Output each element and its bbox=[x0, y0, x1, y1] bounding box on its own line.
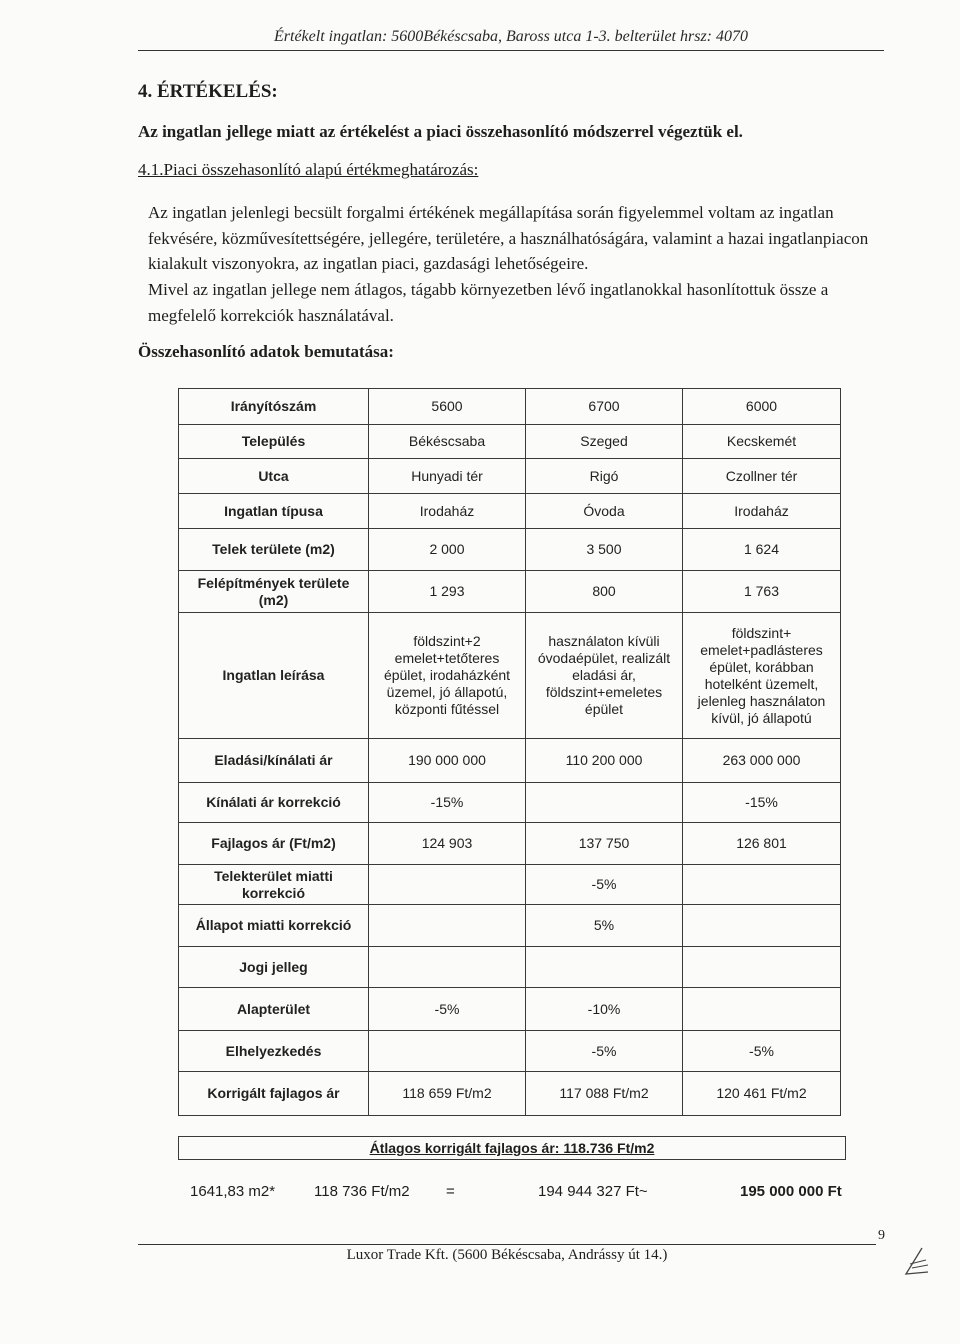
cell-property-3: -15% bbox=[683, 783, 841, 823]
paragraph-1: Az ingatlan jelenlegi becsült forgalmi értékének megállapítása során figyelemmel voltam az ingatlan fekvésére, közművesítettségére, jellegére, területére, a használhatóságára, valamint a hazai ingatlanpiacon kialakult viszonyokra, az ingatlan piaci, gazdasági lehetőségeire. bbox=[148, 203, 869, 273]
cell-property-1: 190 000 000 bbox=[369, 739, 526, 783]
cell-property-1 bbox=[369, 947, 526, 988]
cell-property-3: Kecskemét bbox=[683, 425, 841, 459]
initials-signature bbox=[898, 1246, 934, 1280]
cell-property-2: használaton kívüli óvodaépület, realizált eladási ár, földszint+emeletes épület bbox=[526, 613, 683, 739]
row-label: Telek területe (m2) bbox=[179, 529, 369, 571]
table-row bbox=[179, 783, 841, 823]
page-header: Értékelt ingatlan: 5600Békéscsaba, Baross utca 1-3. belterület hrsz: 4070 bbox=[274, 28, 748, 45]
subsection-title: 4.1.Piaci összehasonlító alapú értékmeghatározás: bbox=[138, 160, 479, 179]
table-row bbox=[179, 865, 841, 905]
cell-property-1: földszint+2 emelet+tetőteres épület, irodaházként üzemel, jó állapotú, központi fűtéssel bbox=[369, 613, 526, 739]
row-label: Jogi jelleg bbox=[179, 947, 369, 988]
row-label: Elhelyezkedés bbox=[179, 1031, 369, 1072]
table-row bbox=[179, 1072, 841, 1116]
cell-property-1: 5600 bbox=[369, 389, 526, 425]
row-label: Irányítószám bbox=[179, 389, 369, 425]
cell-property-3: 120 461 Ft/m2 bbox=[683, 1072, 841, 1116]
average-price-box bbox=[178, 1136, 846, 1160]
table-row bbox=[179, 613, 841, 739]
cell-property-3: 126 801 bbox=[683, 823, 841, 865]
cell-property-2: 117 088 Ft/m2 bbox=[526, 1072, 683, 1116]
cell-property-2: Szeged bbox=[526, 425, 683, 459]
table-row bbox=[179, 823, 841, 865]
cell-property-1: Irodaház bbox=[369, 494, 526, 529]
cell-property-2: 3 500 bbox=[526, 529, 683, 571]
table-row bbox=[179, 425, 841, 459]
cell-property-2: -5% bbox=[526, 865, 683, 905]
cell-property-3: 1 624 bbox=[683, 529, 841, 571]
cell-property-1 bbox=[369, 1031, 526, 1072]
comparison-table bbox=[178, 388, 841, 1116]
cell-property-2 bbox=[526, 783, 683, 823]
comparison-subtitle: Összehasonlító adatok bemutatása: bbox=[138, 342, 394, 361]
intro-sentence: Az ingatlan jellege miatt az értékelést a piaci összehasonlító módszerrel végeztük el. bbox=[138, 122, 743, 141]
cell-property-2: 137 750 bbox=[526, 823, 683, 865]
average-price-text: Átlagos korrigált fajlagos ár: 118.736 Ft/m2 bbox=[369, 1140, 655, 1156]
row-label: Eladási/kínálati ár bbox=[179, 739, 369, 783]
table-row bbox=[179, 1031, 841, 1072]
cell-property-3: Irodaház bbox=[683, 494, 841, 529]
cell-property-1: 1 293 bbox=[369, 571, 526, 613]
cell-property-1: -15% bbox=[369, 783, 526, 823]
table-row bbox=[179, 459, 841, 494]
table-row bbox=[179, 529, 841, 571]
row-label: Alapterület bbox=[179, 988, 369, 1031]
cell-property-3 bbox=[683, 988, 841, 1031]
row-label: Telekterület miatti korrekció bbox=[179, 865, 369, 905]
cell-property-2: Rigó bbox=[526, 459, 683, 494]
cell-property-2: 5% bbox=[526, 905, 683, 947]
cell-property-1: -5% bbox=[369, 988, 526, 1031]
footer-rule bbox=[138, 1244, 876, 1245]
cell-property-1: 118 659 Ft/m2 bbox=[369, 1072, 526, 1116]
cell-property-1: 124 903 bbox=[369, 823, 526, 865]
calc-rounded: 195 000 000 Ft bbox=[740, 1183, 842, 1200]
cell-property-1: Hunyadi tér bbox=[369, 459, 526, 494]
row-label: Ingatlan leírása bbox=[179, 613, 369, 739]
table-row bbox=[179, 571, 841, 613]
cell-property-2: -5% bbox=[526, 1031, 683, 1072]
table-row bbox=[179, 947, 841, 988]
cell-property-3: 1 763 bbox=[683, 571, 841, 613]
cell-property-3 bbox=[683, 865, 841, 905]
cell-property-1: Békéscsaba bbox=[369, 425, 526, 459]
cell-property-2: Óvoda bbox=[526, 494, 683, 529]
calc-equals: = bbox=[446, 1183, 455, 1200]
row-label: Korrigált fajlagos ár bbox=[179, 1072, 369, 1116]
row-label: Felépítmények területe (m2) bbox=[179, 571, 369, 613]
cell-property-3: 263 000 000 bbox=[683, 739, 841, 783]
cell-property-3: Czollner tér bbox=[683, 459, 841, 494]
cell-property-3 bbox=[683, 947, 841, 988]
row-label: Utca bbox=[179, 459, 369, 494]
table-row bbox=[179, 988, 841, 1031]
section-title: 4. ÉRTÉKELÉS: bbox=[138, 81, 278, 102]
calc-area: 1641,83 m2* bbox=[190, 1183, 276, 1200]
row-label: Kínálati ár korrekció bbox=[179, 783, 369, 823]
cell-property-3: -5% bbox=[683, 1031, 841, 1072]
cell-property-3: földszint+ emelet+padlásteres épület, korábban hotelként üzemelt, jelenleg használaton kívül, jó állapotú bbox=[683, 613, 841, 739]
row-label: Állapot miatti korrekció bbox=[179, 905, 369, 947]
cell-property-3 bbox=[683, 905, 841, 947]
cell-property-1 bbox=[369, 905, 526, 947]
cell-property-1 bbox=[369, 865, 526, 905]
page-footer: Luxor Trade Kft. (5600 Békéscsaba, Andrássy út 14.) bbox=[346, 1247, 668, 1263]
cell-property-2: 110 200 000 bbox=[526, 739, 683, 783]
table-row bbox=[179, 389, 841, 425]
row-label: Fajlagos ár (Ft/m2) bbox=[179, 823, 369, 865]
cell-property-3: 6000 bbox=[683, 389, 841, 425]
cell-property-1: 2 000 bbox=[369, 529, 526, 571]
page-number: 9 bbox=[878, 1228, 885, 1243]
cell-property-2: 800 bbox=[526, 571, 683, 613]
row-label: Ingatlan típusa bbox=[179, 494, 369, 529]
cell-property-2 bbox=[526, 947, 683, 988]
calc-result: 194 944 327 Ft~ bbox=[538, 1183, 648, 1200]
row-label: Település bbox=[179, 425, 369, 459]
calc-unit-price: 118 736 Ft/m2 bbox=[314, 1183, 410, 1200]
table-row bbox=[179, 739, 841, 783]
table-row bbox=[179, 494, 841, 529]
header-rule bbox=[138, 50, 884, 51]
table-row bbox=[179, 905, 841, 947]
cell-property-2: -10% bbox=[526, 988, 683, 1031]
cell-property-2: 6700 bbox=[526, 389, 683, 425]
paragraph-2: Mivel az ingatlan jellege nem átlagos, tágabb környezetben lévő ingatlanokkal hasonlítottuk össze a megfelelő korrekciók használatával. bbox=[148, 280, 829, 325]
